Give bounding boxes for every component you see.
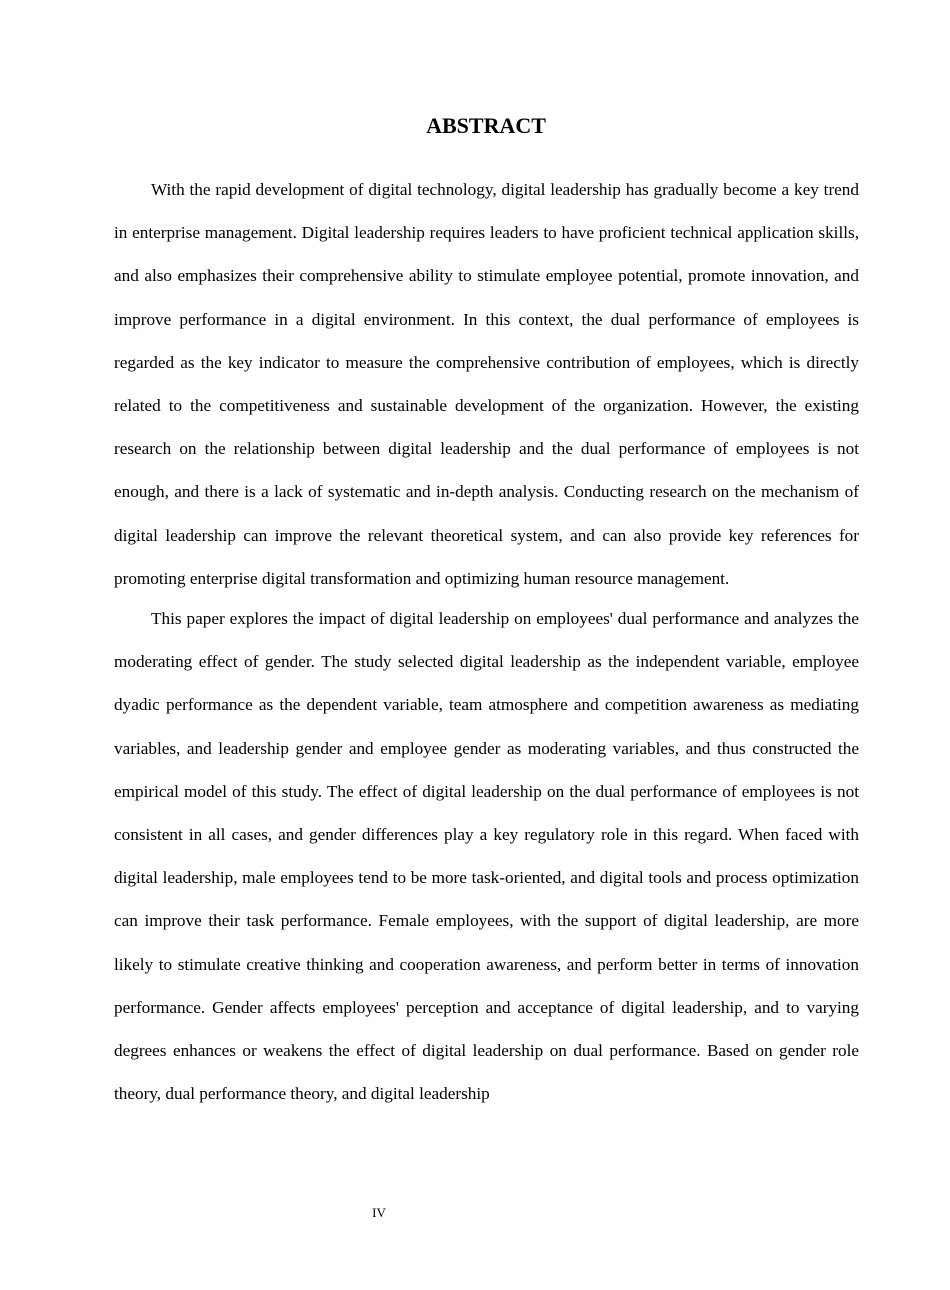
abstract-body <box>114 168 859 1115</box>
abstract-paragraph-2: This paper explores the impact of digital leadership on employees' dual performance and analyzes the moderating effect of gender. The study selected digital leadership as the independent variable, employee dyadic performance as the dependent variable, team atmosphere and competition awareness as mediating variables, and leadership gender and employee gender as moderating variables, and thus constructed the empirical model of this study. The effect of digital leadership on the dual performance of employees is not consistent in all cases, and gender differences play a key regulatory role in this regard. When faced with digital leadership, male employees tend to be more task-oriented, and digital tools and process optimization can improve their task performance. Female employees, with the support of digital leadership, are more likely to stimulate creative thinking and cooperation awareness, and perform better in terms of innovation performance. Gender affects employees' perception and acceptance of digital leadership, and to varying degrees enhances or weakens the effect of digital leadership on dual performance. Based on gender role theory, dual performance theory, and digital leadership <box>114 609 859 1104</box>
abstract-paragraph-1: With the rapid development of digital technology, digital leadership has gradually become a key trend in enterprise management. Digital leadership requires leaders to have proficient technical application skills, and also emphasizes their comprehensive ability to stimulate employee potential, promote innovation, and improve performance in a digital environment. In this context, the dual performance of employees is regarded as the key indicator to measure the comprehensive contribution of employees, which is directly related to the competitiveness and sustainable development of the organization. However, the existing research on the relationship between digital leadership and the dual performance of employees is not enough, and there is a lack of systematic and in-depth analysis. Conducting research on the mechanism of digital leadership can improve the relevant theoretical system, and can also provide key references for promoting enterprise digital transformation and optimizing human resource management. <box>114 180 859 588</box>
abstract-title: ABSTRACT <box>426 113 546 138</box>
page-number: IV <box>372 1205 386 1220</box>
